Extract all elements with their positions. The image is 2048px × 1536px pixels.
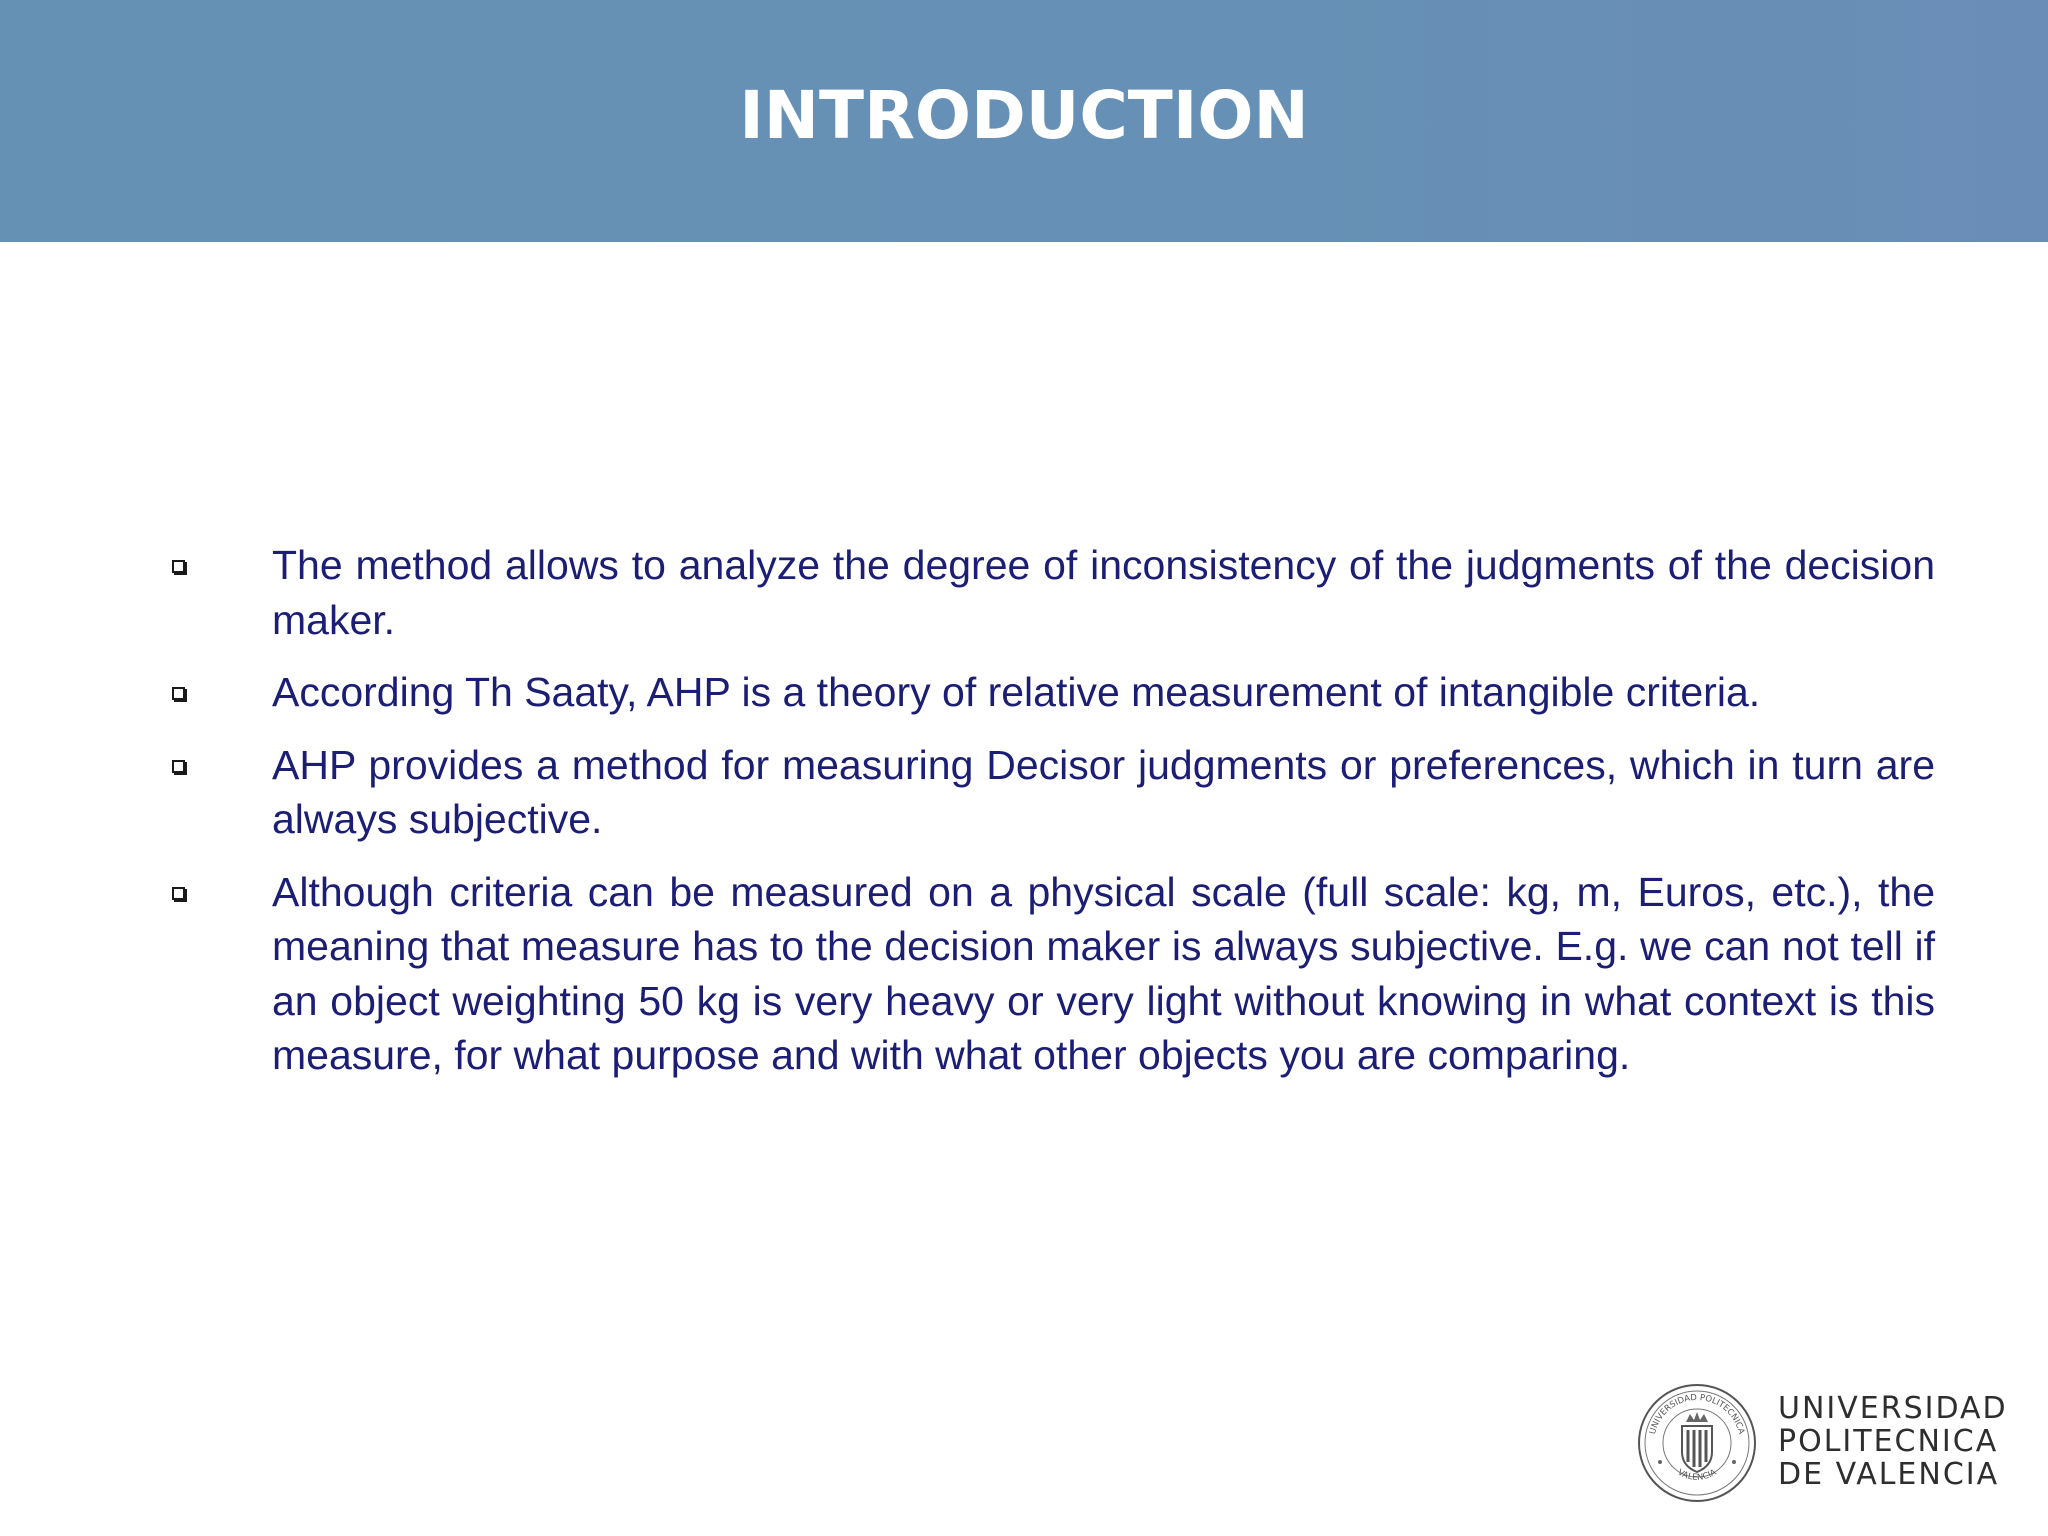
bullet-item	[0, 665, 2048, 720]
university-seal-icon	[1636, 1382, 1758, 1504]
bullet-text: AHP provides a method for measuring Decisor judgments or preferences, which in turn are always subjective.	[272, 741, 1935, 842]
square-bullet-icon	[172, 760, 185, 773]
logo-line: UNIVERSIDAD	[1778, 1391, 2008, 1426]
bullet-item	[0, 538, 2048, 647]
logo-line: DE VALENCIA	[1778, 1457, 2000, 1492]
square-bullet-icon	[172, 687, 185, 700]
bullet-text: According Th Saaty, AHP is a theory of relative measurement of intangible criteria.	[272, 669, 1761, 715]
svg-text:VALENCIA	[1676, 1468, 1719, 1483]
university-logo	[1636, 1382, 2016, 1504]
bullet-text: Although criteria can be measured on a physical scale (full scale: kg, m, Euros, etc.), the meaning that measure has to the decision maker is always subjective. E.g. we can not tell if an object weighting 50 kg is very heavy or very light without knowing in what context is this measure, for what purpose and with what other objects you are comparing.	[272, 868, 1935, 1078]
slide-title: INTRODUCTION	[739, 77, 1309, 154]
seal-top-text: UNIVERSIDAD POLITECNICA	[1647, 1392, 1747, 1436]
square-bullet-icon	[172, 560, 185, 573]
bullet-list	[0, 538, 2048, 1101]
seal-bottom-text: VALENCIA	[1675, 1467, 1719, 1483]
logo-wordmark	[1778, 1392, 2018, 1491]
bullet-item	[0, 738, 2048, 847]
logo-line: POLITECNICA	[1778, 1424, 1999, 1459]
bullet-text: The method allows to analyze the degree of inconsistency of the judgments of the decision maker.	[272, 542, 1935, 643]
bullet-item	[0, 865, 2048, 1083]
square-bullet-icon	[172, 887, 185, 900]
